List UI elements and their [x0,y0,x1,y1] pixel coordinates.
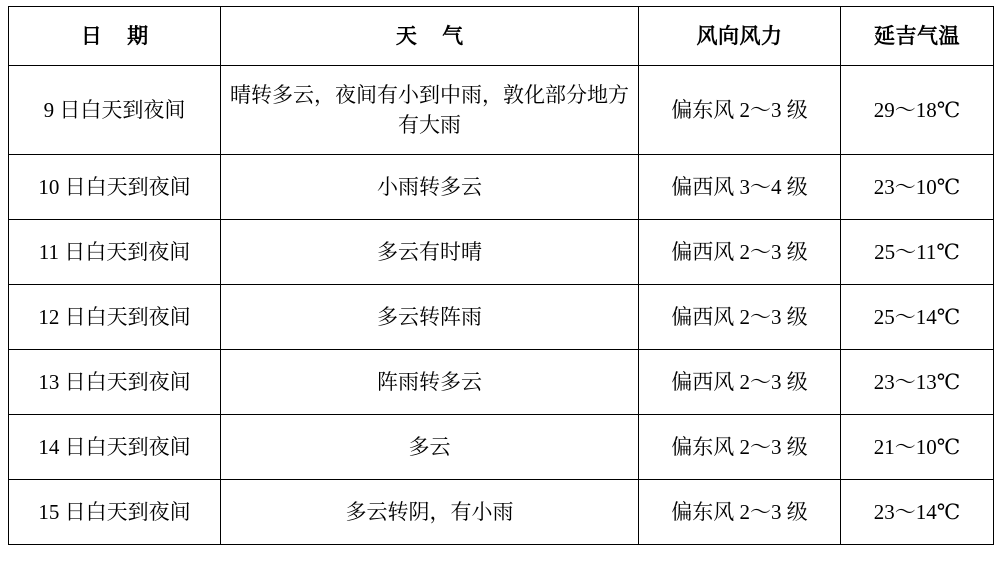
cell-wind: 偏西风 2～3 级 [639,350,841,415]
cell-wind: 偏东风 2～3 级 [639,415,841,480]
cell-weather: 多云有时晴 [221,220,639,285]
column-header-weather: 天 气 [221,7,639,66]
table-body [9,66,994,545]
cell-weather: 多云 [221,415,639,480]
cell-temperature: 21～10℃ [841,415,994,480]
table-header-row [9,7,994,66]
cell-wind: 偏西风 3～4 级 [639,155,841,220]
cell-wind: 偏西风 2～3 级 [639,285,841,350]
cell-wind: 偏东风 2～3 级 [639,66,841,155]
column-header-temperature: 延吉气温 [841,7,994,66]
weather-forecast-table [8,6,994,545]
cell-wind: 偏东风 2～3 级 [639,480,841,545]
cell-weather: 多云转阴，有小雨 [221,480,639,545]
cell-temperature: 29～18℃ [841,66,994,155]
table-row [9,66,994,155]
table-header [9,7,994,66]
cell-date: 13 日白天到夜间 [9,350,221,415]
cell-temperature: 23～13℃ [841,350,994,415]
table-row [9,480,994,545]
cell-date: 11 日白天到夜间 [9,220,221,285]
cell-date: 15 日白天到夜间 [9,480,221,545]
cell-temperature: 25～14℃ [841,285,994,350]
cell-temperature: 23～14℃ [841,480,994,545]
cell-weather: 小雨转多云 [221,155,639,220]
cell-date: 9 日白天到夜间 [9,66,221,155]
cell-weather: 阵雨转多云 [221,350,639,415]
table-row [9,350,994,415]
cell-weather: 多云转阵雨 [221,285,639,350]
cell-temperature: 25～11℃ [841,220,994,285]
cell-date: 10 日白天到夜间 [9,155,221,220]
table-row [9,415,994,480]
table-row [9,155,994,220]
cell-temperature: 23～10℃ [841,155,994,220]
cell-date: 12 日白天到夜间 [9,285,221,350]
cell-date: 14 日白天到夜间 [9,415,221,480]
column-header-wind: 风向风力 [639,7,841,66]
cell-weather: 晴转多云，夜间有小到中雨，敦化部分地方有大雨 [221,66,639,155]
table-row [9,220,994,285]
column-header-date: 日 期 [9,7,221,66]
cell-wind: 偏西风 2～3 级 [639,220,841,285]
table-row [9,285,994,350]
